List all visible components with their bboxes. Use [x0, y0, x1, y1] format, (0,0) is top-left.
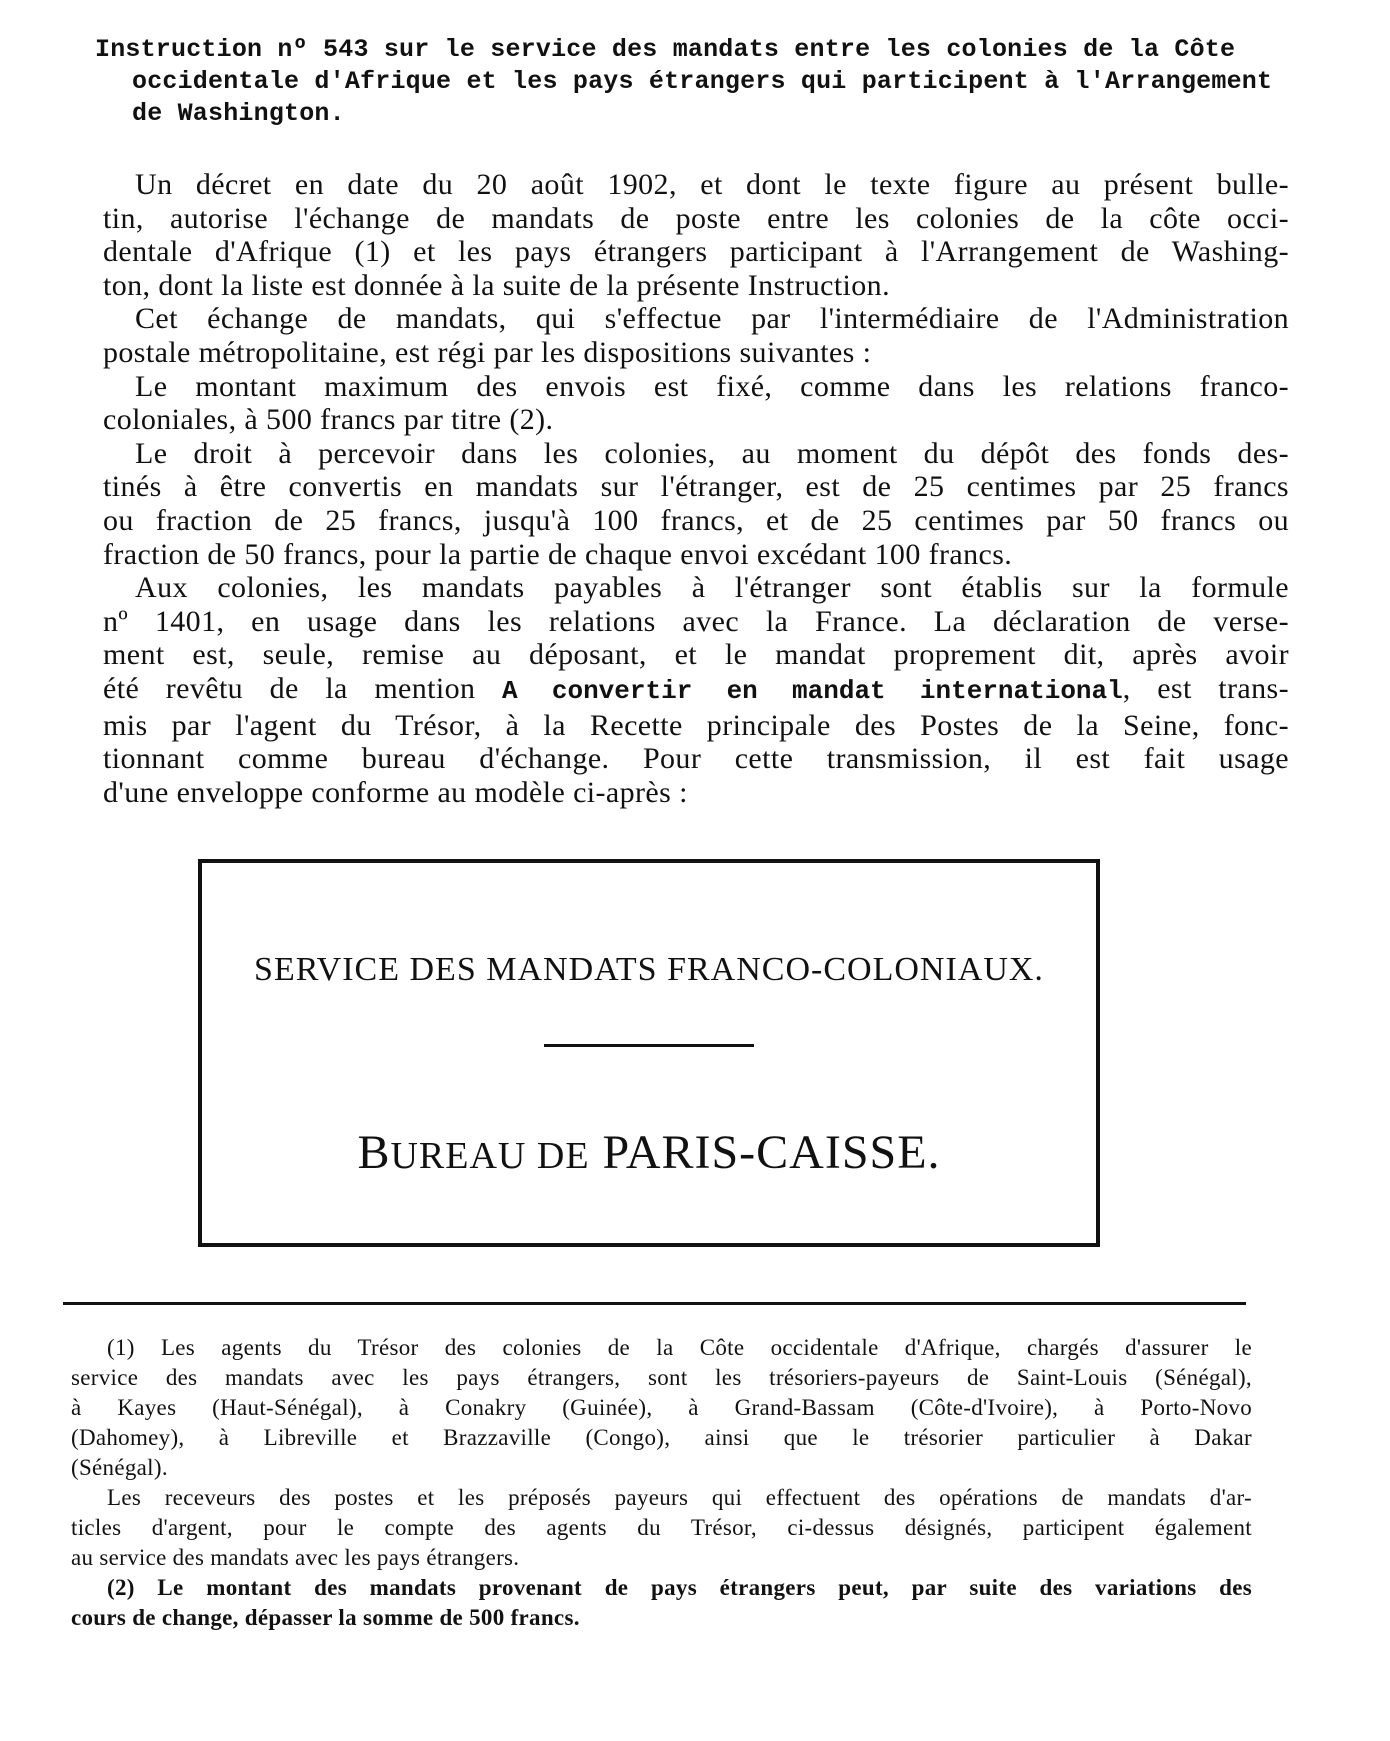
body-line: tin, autorise l'échange de mandats de poste entre les colonies de la côte occi- — [103, 201, 1289, 235]
body-line: mis par l'agent du Trésor, à la Recette principale des Postes de la Seine, fonc- — [103, 708, 1289, 742]
footnote-line: (Sénégal). — [71, 1455, 168, 1480]
footnote-line: service des mandats avec les pays étrangers, sont les trésoriers-payeurs de Saint-Louis (Sénégal), — [71, 1365, 1252, 1390]
footnote-line: Les receveurs des postes et les préposés payeurs qui effectuent des opérations de mandats d'ar- — [107, 1485, 1252, 1510]
instruction-title — [95, 34, 1315, 130]
envelope-divider — [544, 1044, 754, 1047]
bureau-place: PARIS-CAISSE. — [589, 1126, 941, 1179]
bold-mention: A convertir en mandat international — [502, 675, 1123, 706]
bureau-de-rest: E — [565, 1135, 590, 1177]
envelope-service-heading: SERVICE DES MANDATS FRANCO-COLONIAUX. — [254, 951, 1044, 988]
body-line: ou fraction de 25 francs, jusqu'à 100 francs, et de 25 centimes par 50 francs ou — [103, 503, 1289, 537]
body-line: postale métropolitaine, est régi par les dispositions suivantes : — [103, 335, 872, 369]
body-line: dentale d'Afrique (1) et les pays étrangers participant à l'Arrangement de Washing- — [103, 235, 1289, 269]
body-line: nº 1401, en usage dans les relations avec la France. La déclaration de verse- — [103, 604, 1289, 638]
body-line: Le droit à percevoir dans les colonies, au moment du dépôt des fonds des- — [135, 436, 1289, 470]
footnote-line: (2) Le montant des mandats provenant de pays étrangers peut, par suite des variations des — [107, 1575, 1252, 1600]
body-line-start: été revêtu de la mention — [103, 671, 476, 705]
bureau-de-initial: D — [526, 1135, 566, 1177]
bureau-smallcaps: UREAU — [390, 1135, 527, 1177]
footnotes — [71, 1333, 1252, 1633]
footnote-separator — [63, 1302, 1246, 1305]
footnote-line: à Kayes (Haut-Sénégal), à Conakry (Guinée), à Grand-Bassam (Côte-d'Ivoire), à Porto-Novo — [71, 1395, 1252, 1420]
title-line: de Washington. — [132, 99, 345, 128]
body-line: d'une enveloppe conforme au modèle ci-après : — [103, 775, 688, 809]
title-line: Instruction nº 543 sur le service des mandats entre les colonies de la Côte — [95, 35, 1236, 64]
footnote-line: au service des mandats avec les pays étrangers. — [71, 1545, 520, 1570]
footnote-line: (1) Les agents du Trésor des colonies de la Côte occidentale d'Afrique, chargés d'assurer le — [107, 1335, 1252, 1360]
footnote-line: (Dahomey), à Libreville et Brazzaville (Congo), ainsi que le trésorier particulier à Dakar — [71, 1425, 1252, 1450]
envelope-model-box — [198, 859, 1100, 1247]
footnote-line: ticles d'argent, pour le compte des agents du Trésor, ci-dessus désignés, participent également — [71, 1515, 1252, 1540]
body-line-with-mention — [103, 672, 1289, 709]
body-line: tinés à être convertis en mandats sur l'étranger, est de 25 centimes par 25 francs — [103, 470, 1289, 504]
title-line: occidentale d'Afrique et les pays étrangers qui participent à l'Arrangement — [132, 67, 1273, 96]
body-line: fraction de 50 francs, pour la partie de chaque envoi excédant 100 francs. — [103, 537, 1013, 571]
footnote-line: cours de change, dépasser la somme de 500 francs. — [71, 1605, 580, 1630]
body-line: Aux colonies, les mandats payables à l'étranger sont établis sur la formule — [135, 571, 1289, 605]
bureau-initial: B — [357, 1126, 391, 1179]
body-line: tionnant comme bureau d'échange. Pour cette transmission, il est fait usage — [103, 742, 1289, 776]
body-line: ton, dont la liste est donnée à la suite de la présente Instruction. — [103, 268, 890, 302]
body-line: Cet échange de mandats, qui s'effectue par l'intermédiaire de l'Administration — [135, 302, 1289, 336]
body-line: ment est, seule, remise au déposant, et le mandat proprement dit, après avoir — [103, 638, 1289, 672]
body-line: Le montant maximum des envois est fixé, comme dans les relations franco- — [135, 369, 1289, 403]
body-line-end: , est trans- — [1122, 671, 1289, 705]
envelope-bureau-heading — [202, 1125, 1096, 1180]
instruction-body — [103, 168, 1289, 809]
body-line: Un décret en date du 20 août 1902, et dont le texte figure au présent bulle- — [135, 168, 1289, 201]
body-line: coloniales, à 500 francs par titre (2). — [103, 403, 554, 437]
